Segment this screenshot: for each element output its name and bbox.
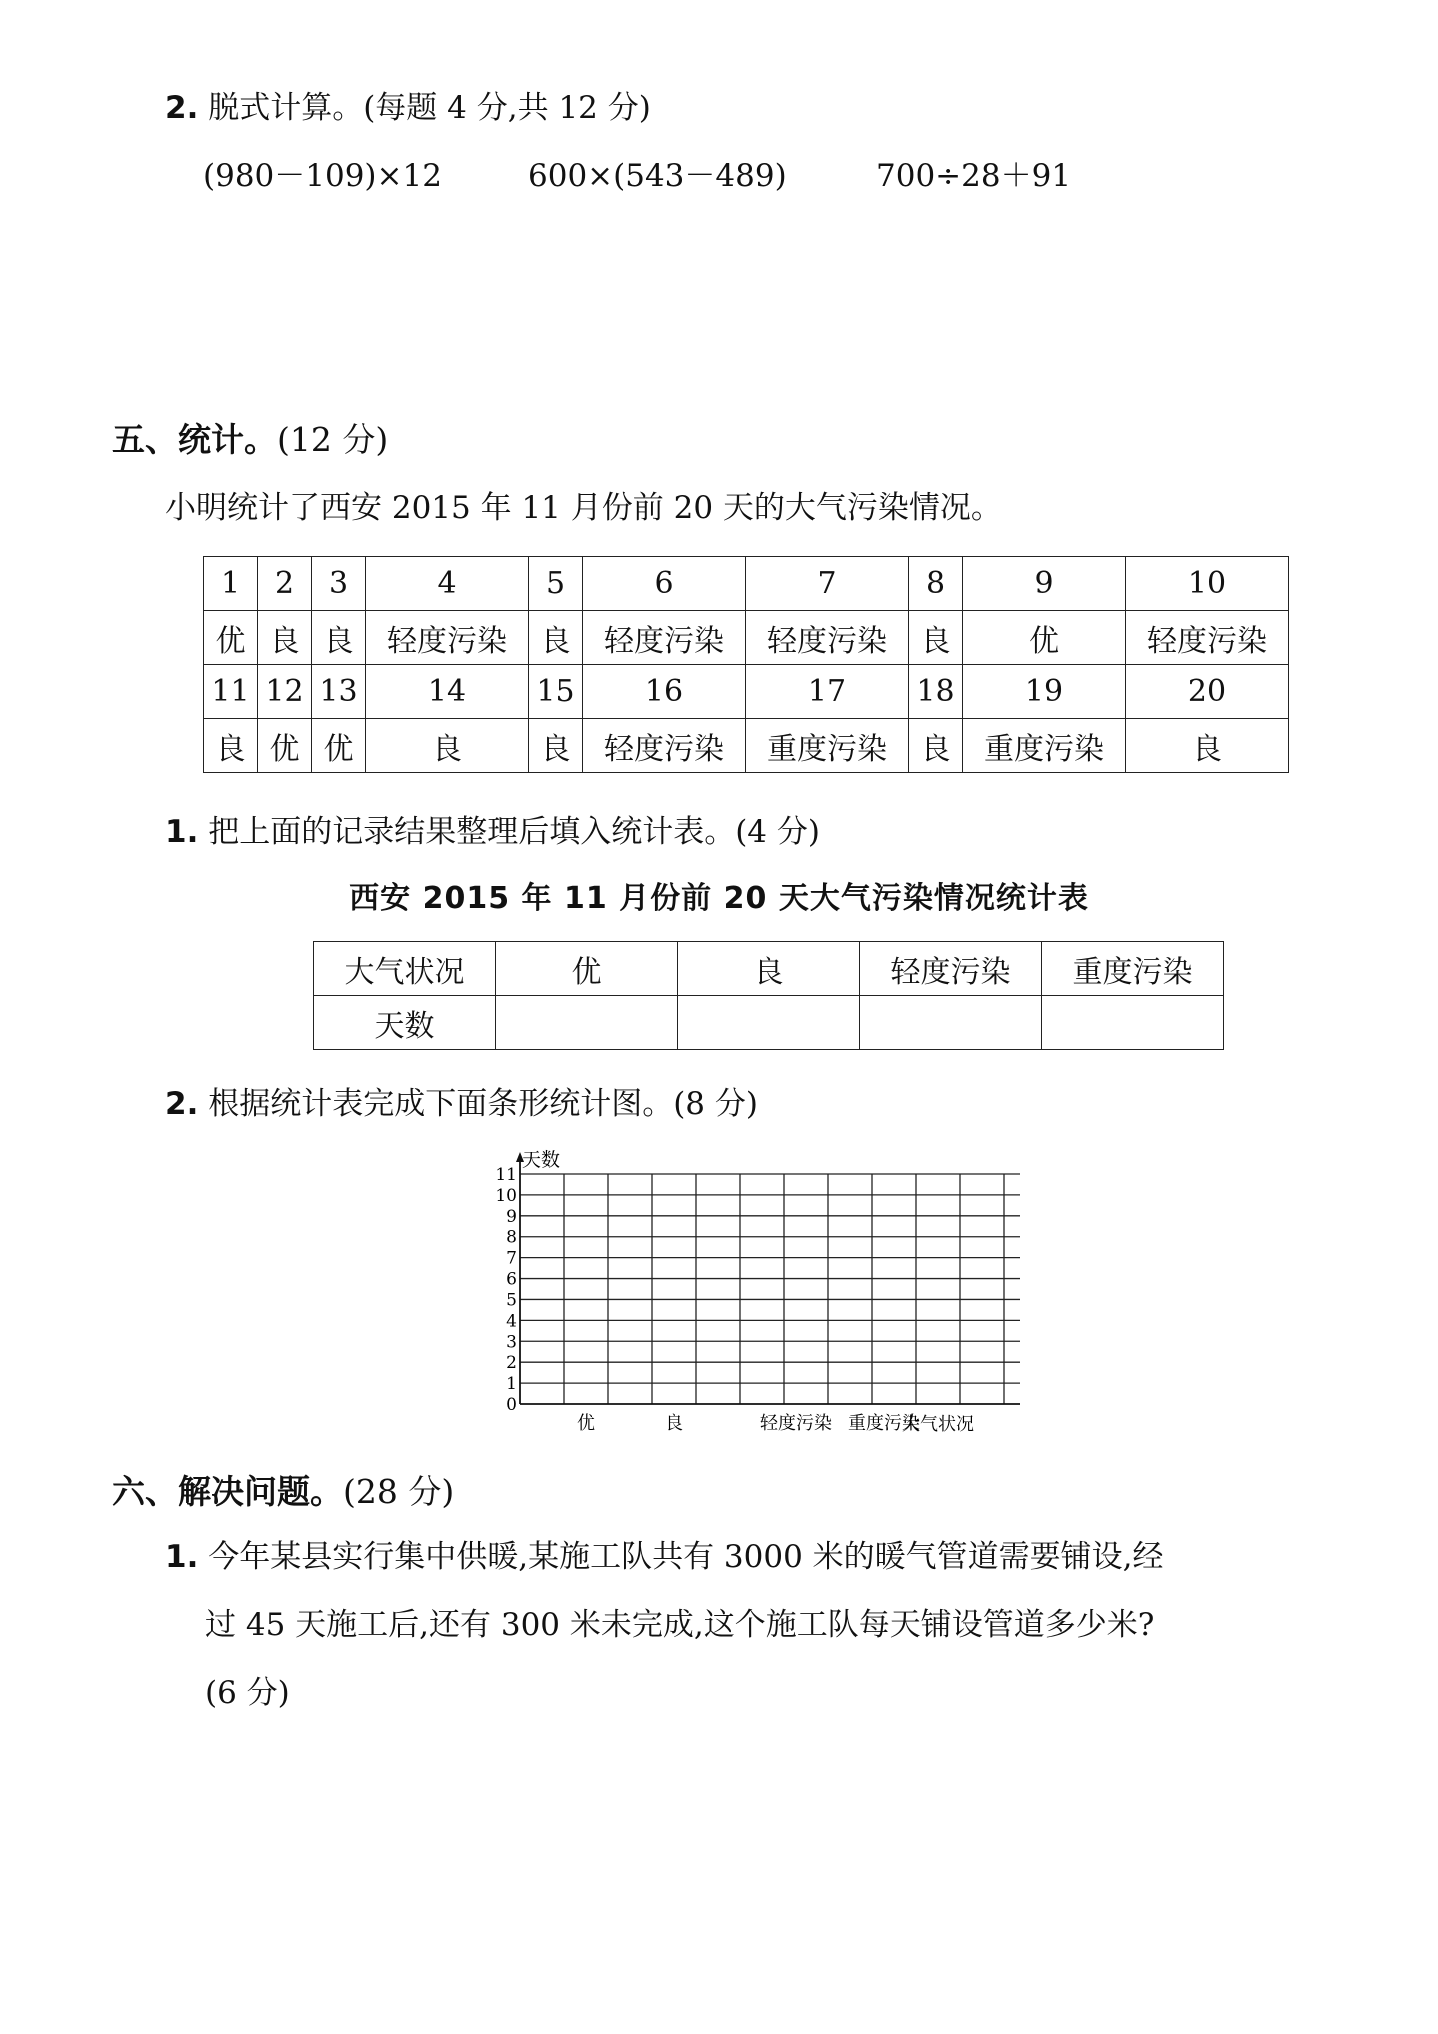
y-tick-label: 1 — [506, 1374, 517, 1395]
record-cell: 优 — [258, 719, 312, 773]
y-tick-label: 2 — [506, 1353, 517, 1374]
record-cell: 8 — [909, 557, 963, 611]
record-cell: 重度污染 — [746, 719, 909, 773]
record-cell: 4 — [366, 557, 529, 611]
record-cell: 1 — [204, 557, 258, 611]
record-cell: 优 — [204, 611, 258, 665]
record-row-days-1 — [204, 557, 1289, 611]
record-cell: 13 — [312, 665, 366, 719]
bar-chart — [480, 1148, 1020, 1448]
x-category-label: 重度污染 — [848, 1413, 920, 1434]
chart-grid — [520, 1174, 1020, 1404]
x-category-label: 轻度污染 — [760, 1413, 832, 1434]
section6-q1 — [165, 1523, 1164, 1727]
record-row-status-2 — [204, 719, 1289, 773]
section5-title: 五、统计。 — [112, 420, 277, 459]
record-cell: 14 — [366, 665, 529, 719]
q1-line-2: 过 45 天施工后,还有 300 米未完成,这个施工队每天铺设管道多少米? — [205, 1607, 1155, 1643]
record-cell: 轻度污染 — [1126, 611, 1289, 665]
record-cell: 优 — [312, 719, 366, 773]
record-cell: 9 — [963, 557, 1126, 611]
record-cell: 19 — [963, 665, 1126, 719]
record-cell: 16 — [583, 665, 746, 719]
summary-header-cell: 轻度污染 — [860, 942, 1042, 996]
record-cell: 10 — [1126, 557, 1289, 611]
q2-expression-2: 600×(543－489) — [528, 158, 787, 194]
section6-points: (28 分) — [343, 1472, 455, 1511]
record-cell: 5 — [529, 557, 583, 611]
x-category-label: 优 — [577, 1413, 595, 1434]
record-cell: 良 — [312, 611, 366, 665]
summary-table-title: 西安 2015 年 11 月份前 20 天大气污染情况统计表 — [349, 881, 1089, 916]
summary-days-row — [314, 996, 1224, 1050]
record-cell: 良 — [529, 611, 583, 665]
chart-x-axis-label: 大气状况 — [902, 1414, 974, 1435]
record-cell: 良 — [1126, 719, 1289, 773]
record-cell: 20 — [1126, 665, 1289, 719]
q2-expression-1: (980－109)×12 — [203, 158, 442, 194]
record-cell: 12 — [258, 665, 312, 719]
record-row-days-2 — [204, 665, 1289, 719]
record-cell: 3 — [312, 557, 366, 611]
sub1-text: 把上面的记录结果整理后填入统计表。(4 分) — [208, 814, 820, 850]
q2-heading — [165, 82, 651, 127]
record-cell: 11 — [204, 665, 258, 719]
record-cell: 重度污染 — [963, 719, 1126, 773]
record-cell: 17 — [746, 665, 909, 719]
y-tick-label: 6 — [506, 1269, 517, 1290]
record-cell: 良 — [366, 719, 529, 773]
summary-header-row — [314, 942, 1224, 996]
summary-table — [313, 941, 1224, 1050]
chart-y-ticks — [495, 1165, 517, 1415]
record-cell: 2 — [258, 557, 312, 611]
y-tick-label: 7 — [506, 1248, 517, 1269]
record-cell: 6 — [583, 557, 746, 611]
chart-y-axis-label: 天数 — [522, 1149, 561, 1171]
pollution-record-table — [203, 556, 1289, 773]
y-tick-label: 4 — [506, 1311, 517, 1332]
summary-header-cell: 大气状况 — [314, 942, 496, 996]
y-tick-label: 9 — [506, 1206, 517, 1227]
x-category-label: 良 — [665, 1413, 683, 1434]
record-cell: 良 — [204, 719, 258, 773]
sub2-text: 根据统计表完成下面条形统计图。(8 分) — [208, 1086, 758, 1122]
q1-text-1: 今年某县实行集中供暖,某施工队共有 3000 米的暖气管道需要铺设,经 — [208, 1539, 1164, 1575]
q1-line-1 — [165, 1523, 1164, 1591]
record-cell: 良 — [909, 719, 963, 773]
section6-heading — [112, 1466, 454, 1513]
q2-text: 脱式计算。(每题 4 分,共 12 分) — [208, 90, 651, 126]
section5-sub1 — [165, 806, 820, 851]
sub2-number: 2. — [165, 1086, 199, 1122]
summary-blank-cell[interactable] — [1042, 996, 1224, 1050]
q1-line-3: (6 分) — [205, 1675, 290, 1711]
summary-blank-cell[interactable] — [860, 996, 1042, 1050]
q2-number: 2. — [165, 90, 199, 126]
y-tick-label: 10 — [495, 1185, 517, 1206]
record-cell: 轻度污染 — [366, 611, 529, 665]
summary-header-cell: 重度污染 — [1042, 942, 1224, 996]
record-cell: 良 — [909, 611, 963, 665]
record-row-status-1 — [204, 611, 1289, 665]
summary-blank-cell[interactable] — [496, 996, 678, 1050]
record-cell: 良 — [529, 719, 583, 773]
section6-title: 六、解决问题。 — [112, 1472, 343, 1511]
y-tick-label: 3 — [506, 1332, 517, 1353]
record-cell: 良 — [258, 611, 312, 665]
summary-blank-cell[interactable] — [678, 996, 860, 1050]
section5-points: (12 分) — [277, 420, 389, 459]
q2-expression-3: 700÷28＋91 — [876, 158, 1072, 194]
summary-row-label: 天数 — [314, 996, 496, 1050]
y-tick-label: 8 — [506, 1227, 517, 1248]
y-tick-label: 5 — [506, 1290, 517, 1311]
chart-axes — [516, 1152, 1020, 1408]
record-cell: 轻度污染 — [583, 719, 746, 773]
record-cell: 15 — [529, 665, 583, 719]
sub1-number: 1. — [165, 814, 199, 850]
record-cell: 18 — [909, 665, 963, 719]
summary-header-cell: 优 — [496, 942, 678, 996]
q1-number: 1. — [165, 1539, 199, 1575]
section5-sub2 — [165, 1078, 758, 1123]
chart-x-ticks — [577, 1413, 920, 1434]
y-tick-label: 0 — [506, 1395, 517, 1415]
record-cell: 轻度污染 — [583, 611, 746, 665]
record-cell: 优 — [963, 611, 1126, 665]
section5-intro: 小明统计了西安 2015 年 11 月份前 20 天的大气污染情况。 — [165, 490, 1002, 526]
section5-heading — [112, 414, 388, 461]
record-cell: 7 — [746, 557, 909, 611]
y-tick-label: 11 — [495, 1165, 517, 1185]
record-cell: 轻度污染 — [746, 611, 909, 665]
summary-header-cell: 良 — [678, 942, 860, 996]
